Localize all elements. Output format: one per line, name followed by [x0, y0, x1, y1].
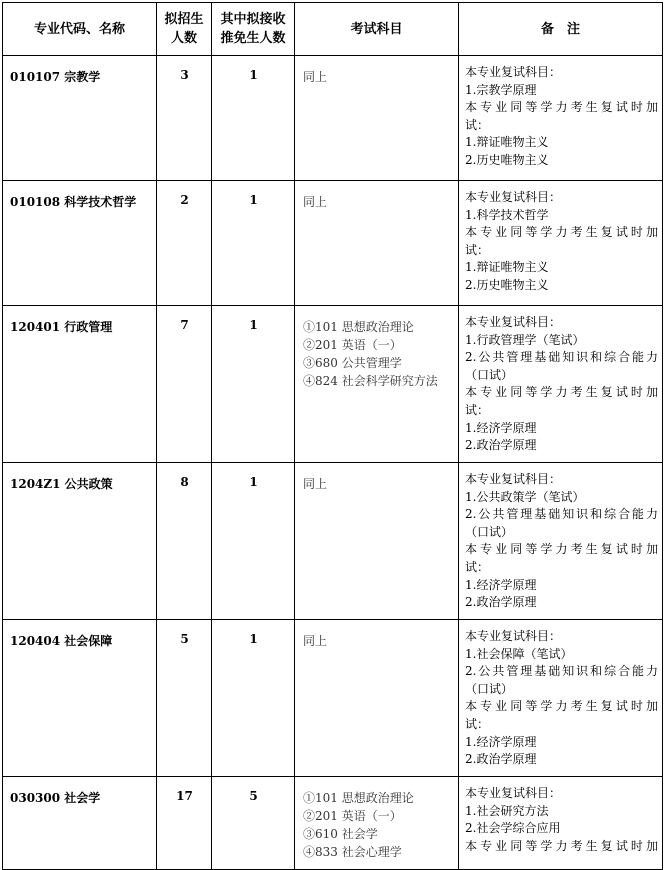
- note-line: 本专业复试科目：: [465, 315, 562, 329]
- header-subjects: 考试科目: [295, 3, 459, 56]
- note-line: 本专业同等学力考生复试时加: [465, 699, 658, 714]
- header-quota: 拟招生 人数: [157, 3, 212, 56]
- subjects-cell: [295, 181, 459, 306]
- table-row: [3, 620, 663, 777]
- table-row: [3, 56, 663, 181]
- subject-line: ①101 思想政治理论: [303, 791, 414, 805]
- header-notes: 备 注: [459, 3, 663, 56]
- note-line: 本专业同等学力考生复试时加: [465, 385, 658, 400]
- table-body: [3, 56, 663, 870]
- note-line: 2.政治学原理: [465, 438, 537, 453]
- subject-line: ②201 英语（一）: [303, 338, 402, 352]
- note-line: 本专业同等学力考生复试时加: [465, 838, 658, 853]
- exempt-cell: 5: [212, 777, 295, 870]
- note-line: 1.经济学原理: [465, 420, 537, 435]
- quota-cell: 17: [157, 777, 212, 870]
- subject-line: ④833 社会心理学: [303, 845, 402, 859]
- note-line: 1.经济学原理: [465, 577, 537, 592]
- header-exempt: 其中拟接收 推免生人数: [212, 3, 295, 56]
- note-line: 本专业复试科目：: [465, 472, 562, 486]
- table-row: [3, 181, 663, 306]
- note-line: 本专业同等学力考生复试时加: [465, 542, 658, 557]
- note-line: 2.历史唯物主义: [465, 152, 549, 167]
- major-cell: 120401 行政管理: [3, 306, 157, 463]
- note-line: 试：: [465, 716, 490, 731]
- quota-cell: 5: [157, 620, 212, 777]
- table-row: [3, 463, 663, 620]
- notes-cell: [459, 463, 663, 620]
- table-row: [3, 777, 663, 870]
- notes-cell: [459, 181, 663, 306]
- major-cell: 120404 社会保障: [3, 620, 157, 777]
- subject-line: 同上: [303, 70, 328, 84]
- subject-line: ①101 思想政治理论: [303, 320, 414, 334]
- note-line: 1.宗教学原理: [465, 82, 537, 97]
- subject-line: ③680 公共管理学: [303, 356, 402, 370]
- subjects-cell: [295, 56, 459, 181]
- note-line: 试：: [465, 117, 490, 132]
- quota-cell: 2: [157, 181, 212, 306]
- note-line: 1.社会保障（笔试）: [465, 646, 573, 661]
- note-line: （口试）: [465, 524, 514, 539]
- notes-cell: [459, 306, 663, 463]
- exempt-cell: 1: [212, 306, 295, 463]
- subject-line: ④824 社会科学研究方法: [303, 374, 438, 388]
- note-line: 2.政治学原理: [465, 752, 537, 767]
- note-line: （口试）: [465, 681, 514, 696]
- major-cell: 010108 科学技术哲学: [3, 181, 157, 306]
- note-line: 2.公共管理基础知识和综合能力: [465, 664, 658, 679]
- note-line: 1.经济学原理: [465, 734, 537, 749]
- major-cell: 1204Z1 公共政策: [3, 463, 157, 620]
- subjects-cell: [295, 463, 459, 620]
- note-line: 1.公共政策学（笔试）: [465, 489, 585, 504]
- note-line: 1.社会研究方法: [465, 803, 549, 818]
- note-line: 本专业复试科目：: [465, 190, 562, 204]
- subject-line: 同上: [303, 195, 328, 209]
- exempt-cell: 1: [212, 620, 295, 777]
- note-line: 1.行政管理学（笔试）: [465, 332, 585, 347]
- note-line: （口试）: [465, 367, 514, 382]
- note-line: 试：: [465, 559, 490, 574]
- note-line: 试：: [465, 242, 490, 257]
- subject-line: ②201 英语（一）: [303, 809, 402, 823]
- note-line: 1.辩证唯物主义: [465, 135, 549, 150]
- table-header: [3, 3, 663, 56]
- notes-cell: [459, 56, 663, 181]
- note-line: 本专业复试科目：: [465, 629, 562, 643]
- note-line: 2.公共管理基础知识和综合能力: [465, 350, 658, 365]
- subject-line: 同上: [303, 634, 328, 648]
- note-line: 1.科学技术哲学: [465, 207, 549, 222]
- subject-line: 同上: [303, 477, 328, 491]
- quota-cell: 8: [157, 463, 212, 620]
- notes-cell: [459, 620, 663, 777]
- table-row: [3, 306, 663, 463]
- notes-cell: [459, 777, 663, 870]
- note-line: 2.历史唯物主义: [465, 277, 549, 292]
- major-cell: 010107 宗教学: [3, 56, 157, 181]
- subjects-cell: [295, 777, 459, 870]
- note-line: 本专业同等学力考生复试时加: [465, 225, 658, 240]
- note-line: 2.社会学综合应用: [465, 821, 561, 836]
- note-line: 试：: [465, 402, 490, 417]
- note-line: 本专业同等学力考生复试时加: [465, 100, 658, 115]
- subjects-cell: [295, 306, 459, 463]
- enrollment-table: [2, 2, 663, 870]
- note-line: 1.辩证唯物主义: [465, 260, 549, 275]
- exempt-cell: 1: [212, 181, 295, 306]
- quota-cell: 7: [157, 306, 212, 463]
- subjects-cell: [295, 620, 459, 777]
- note-line: 本专业复试科目：: [465, 65, 562, 79]
- header-major: 专业代码、名称: [3, 3, 157, 56]
- subject-line: ③610 社会学: [303, 827, 378, 841]
- note-line: 2.公共管理基础知识和综合能力: [465, 507, 658, 522]
- note-line: 本专业复试科目：: [465, 786, 562, 800]
- major-cell: 030300 社会学: [3, 777, 157, 870]
- exempt-cell: 1: [212, 56, 295, 181]
- quota-cell: 3: [157, 56, 212, 181]
- exempt-cell: 1: [212, 463, 295, 620]
- note-line: 2.政治学原理: [465, 595, 537, 610]
